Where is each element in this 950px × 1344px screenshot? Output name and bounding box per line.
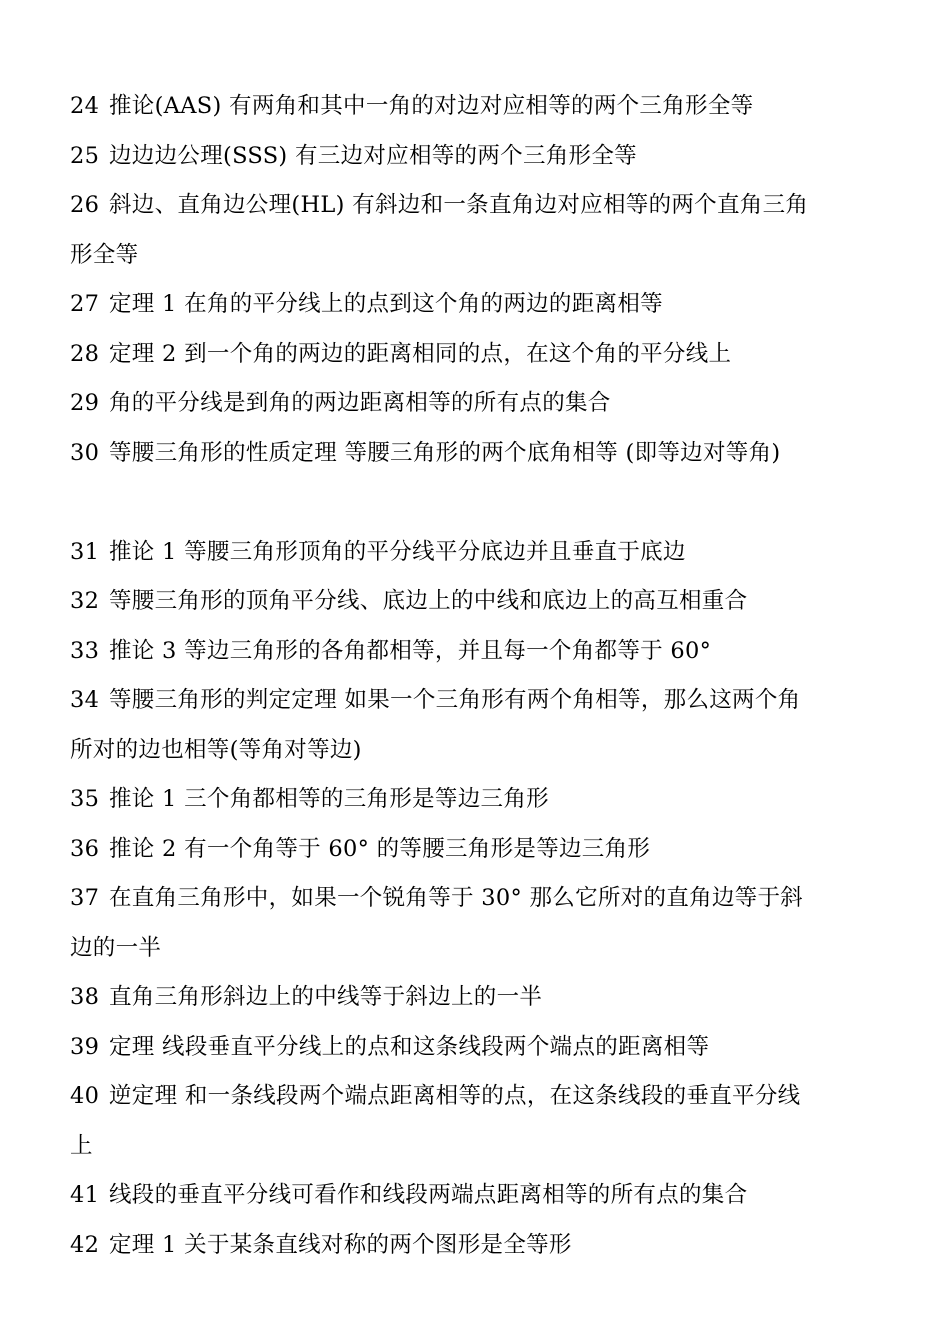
item-text: 线段的垂直平分线可看作和线段两端点距离相等的所有点的集合 <box>109 1182 748 1208</box>
item-number: 31 <box>70 538 100 565</box>
list-item <box>70 379 885 429</box>
item-text: 推论 1 等腰三角形顶角的平分线平分底边并且垂直于底边 <box>109 538 686 565</box>
list-item <box>70 1221 885 1271</box>
list-item <box>70 627 885 677</box>
item-number: 25 <box>70 142 100 169</box>
list-item <box>70 1023 885 1073</box>
item-text: 在直角三角形中，如果一个锐角等于 30° 那么它所对的直角边等于斜 <box>109 885 804 911</box>
list-item <box>70 429 885 479</box>
item-text: 等腰三角形的判定定理 如果一个三角形有两个角相等，那么这两个角 <box>109 687 801 713</box>
item-text: 定理 2 到一个角的两边的距离相同的点，在这个角的平分线上 <box>109 340 732 367</box>
item-number: 37 <box>70 885 100 911</box>
theorem-list <box>70 82 885 1270</box>
item-text: 角的平分线是到角的两边距离相等的所有点的集合 <box>109 390 611 416</box>
list-item <box>70 181 885 231</box>
item-text: 推论(AAS) 有两角和其中一角的对边对应相等的两个三角形全等 <box>109 93 754 119</box>
item-text: 推论 2 有一个角等于 60° 的等腰三角形是等边三角形 <box>109 835 651 862</box>
list-item-continuation: 形全等 <box>70 241 139 268</box>
item-number: 35 <box>70 786 100 812</box>
item-number: 33 <box>70 637 100 664</box>
list-item <box>70 132 885 182</box>
list-item-continuation: 所对的边也相等(等角对等边) <box>70 736 362 763</box>
item-number: 42 <box>70 1231 100 1258</box>
list-item <box>70 1171 885 1221</box>
item-number: 24 <box>70 93 100 119</box>
list-item <box>70 1072 885 1122</box>
item-text: 推论 1 三个角都相等的三角形是等边三角形 <box>109 786 549 812</box>
item-text: 等腰三角形的性质定理 等腰三角形的两个底角相等 (即等边对等角) <box>109 439 781 466</box>
item-text: 定理 1 在角的平分线上的点到这个角的两边的距离相等 <box>109 291 663 317</box>
list-item <box>70 330 885 380</box>
item-text: 推论 3 等边三角形的各角都相等，并且每一个角都等于 60° <box>109 637 712 664</box>
item-number: 39 <box>70 1033 100 1060</box>
list-item <box>70 775 885 825</box>
item-number: 36 <box>70 835 100 862</box>
list-item <box>70 874 885 924</box>
blank-line <box>70 478 885 528</box>
item-number: 29 <box>70 390 100 416</box>
item-number: 27 <box>70 291 100 317</box>
item-number: 32 <box>70 588 100 614</box>
item-number: 41 <box>70 1182 100 1208</box>
item-number: 40 <box>70 1083 100 1109</box>
item-number: 26 <box>70 192 100 218</box>
list-item <box>70 280 885 330</box>
list-item-continuation: 上 <box>70 1132 93 1159</box>
item-text: 等腰三角形的顶角平分线、底边上的中线和底边上的高互相重合 <box>109 588 748 614</box>
item-text: 边边边公理(SSS) 有三边对应相等的两个三角形全等 <box>109 142 637 169</box>
list-item <box>70 973 885 1023</box>
item-number: 34 <box>70 687 100 713</box>
item-text: 直角三角形斜边上的中线等于斜边上的一半 <box>109 984 543 1010</box>
list-item <box>70 577 885 627</box>
list-item-continuation: 边的一半 <box>70 934 162 961</box>
list-item <box>70 825 885 875</box>
item-number: 38 <box>70 984 100 1010</box>
item-text: 逆定理 和一条线段两个端点距离相等的点，在这条线段的垂直平分线 <box>109 1083 801 1109</box>
list-item <box>70 82 885 132</box>
list-item <box>70 528 885 578</box>
item-number: 30 <box>70 439 100 466</box>
list-item <box>70 676 885 726</box>
item-text: 定理 1 关于某条直线对称的两个图形是全等形 <box>109 1231 572 1258</box>
item-number: 28 <box>70 340 100 367</box>
item-text: 定理 线段垂直平分线上的点和这条线段两个端点的距离相等 <box>109 1033 710 1060</box>
item-text: 斜边、直角边公理(HL) 有斜边和一条直角边对应相等的两个直角三角 <box>109 192 809 218</box>
